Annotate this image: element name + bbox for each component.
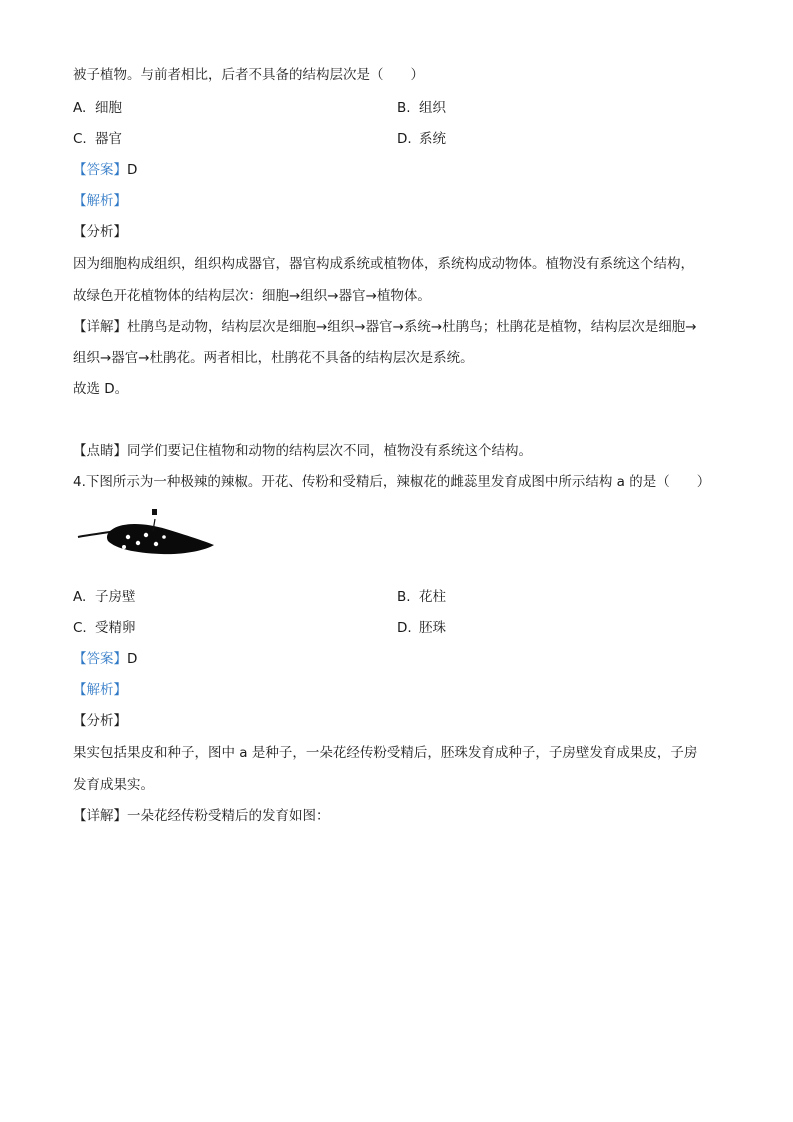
q4-answer: [73, 650, 137, 668]
q3-option-d: [397, 130, 446, 148]
option-letter: C.: [73, 131, 87, 147]
detail-tag: 【详解】: [73, 808, 127, 824]
option-letter: C.: [73, 620, 87, 636]
q3-detail-line2: 组织→器官→杜鹃花。两者相比，杜鹃花不具备的结构层次是系统。: [73, 350, 474, 366]
answer-tag: 【答案】: [73, 162, 127, 178]
seed: [144, 533, 148, 537]
option-letter: A.: [73, 100, 87, 116]
option-letter: B.: [397, 100, 411, 116]
q3-answer: [73, 161, 137, 179]
option-text: 子房壁: [95, 589, 136, 605]
option-text: 受精卵: [95, 620, 136, 636]
q3-option-b: [397, 99, 446, 117]
tip-tag: 【点睛】: [73, 443, 127, 459]
pepper-body: [107, 524, 214, 554]
q3-option-c: [73, 130, 122, 148]
seed: [126, 535, 130, 539]
q3-analysis-tag: 【解析】: [73, 193, 127, 209]
seed: [122, 545, 126, 549]
q3-stem-end: 被子植物。与前者相比，后者不具备的结构层次是（ ）: [73, 67, 424, 83]
q3-option-a: [73, 99, 122, 117]
q4-option-a: [73, 588, 136, 606]
q4-fenxi-tag: 【分析】: [73, 713, 127, 729]
q4-fenxi-line1: 果实包括果皮和种子，图中 a 是种子，一朵花经传粉受精后，胚珠发育成种子，子房壁发育成果皮，子房: [73, 745, 698, 761]
detail-text: 杜鹃鸟是动物，结构层次是细胞→组织→器官→系统→杜鹃鸟；杜鹃花是植物，结构层次是细胞→: [127, 319, 697, 335]
q3-fenxi-line2: 故绿色开花植物体的结构层次：细胞→组织→器官→植物体。: [73, 288, 431, 304]
chili-pepper-figure: [76, 507, 216, 563]
option-text: 细胞: [95, 100, 122, 116]
q4-fenxi-line2: 发育成果实。: [73, 777, 154, 793]
q3-tip: [73, 442, 532, 460]
q4-option-d: [397, 619, 446, 637]
answer-value: D: [127, 651, 138, 667]
q4-analysis-tag: 【解析】: [73, 682, 127, 698]
option-text: 胚珠: [419, 620, 446, 636]
answer-tag: 【答案】: [73, 651, 127, 667]
option-text: 花柱: [419, 589, 446, 605]
option-letter: D.: [397, 131, 412, 147]
option-letter: B.: [397, 589, 411, 605]
label-marker: [152, 509, 157, 515]
option-text: 系统: [419, 131, 446, 147]
q4-option-b: [397, 588, 446, 606]
seed: [162, 535, 166, 539]
option-letter: D.: [397, 620, 412, 636]
q3-detail-line1: [73, 318, 697, 336]
seed: [136, 541, 140, 545]
q4-stem: 4.下图所示为一种极辣的辣椒。开花、传粉和受精后，辣椒花的雌蕊里发育成图中所示结构 a 的是（ ）: [73, 474, 711, 490]
q3-fenxi-tag: 【分析】: [73, 224, 127, 240]
tip-text: 同学们要记住植物和动物的结构层次不同，植物没有系统这个结构。: [127, 443, 532, 459]
detail-tag: 【详解】: [73, 319, 127, 335]
q3-fenxi-line1: 因为细胞构成组织，组织构成器官，器官构成系统或植物体，系统构成动物体。植物没有系统这个结构，: [73, 256, 694, 272]
option-text: 器官: [95, 131, 122, 147]
option-letter: A.: [73, 589, 87, 605]
detail-text: 一朵花经传粉受精后的发育如图：: [127, 808, 330, 824]
seed: [154, 542, 158, 546]
q4-detail: [73, 807, 330, 825]
answer-value: D: [127, 162, 138, 178]
option-text: 组织: [419, 100, 446, 116]
q3-choose: 故选 D。: [73, 381, 129, 397]
q4-option-c: [73, 619, 136, 637]
